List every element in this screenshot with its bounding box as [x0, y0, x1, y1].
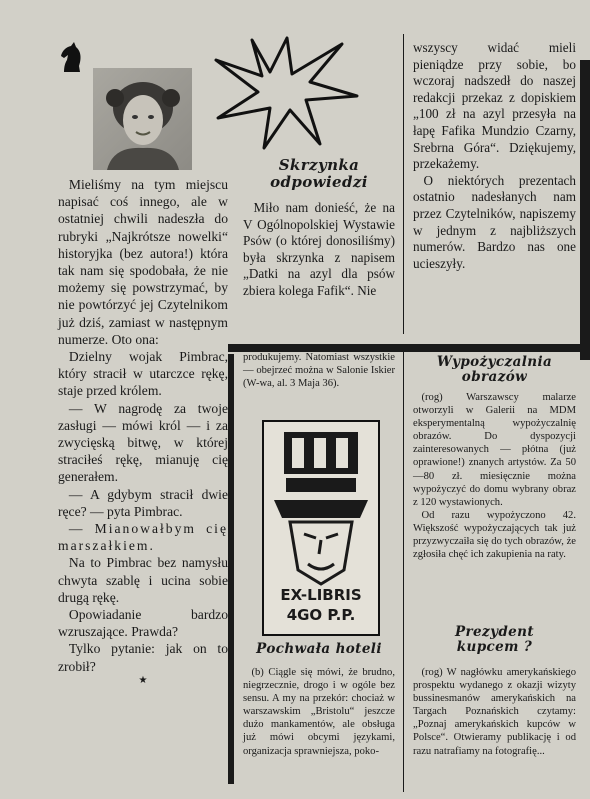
rental-paragraph: (rog) Warszawscy malarze otworzyli w Galerii na MDM eksperymentalną wypożyczalnię obrazów. Do dyspozycji zainteresowanych — płótna (już oprawione!) znanych artystów. Za 50—80 zł. miesięcznie można wypożyczyć do domu wybrany obraz z 120 wystawionych. [413, 392, 576, 508]
rental-text-block [413, 391, 576, 561]
intro-paragraph: Tylko pytanie: jak on to zrobił? [58, 641, 228, 674]
exlibris-note [243, 351, 395, 390]
intro-paragraph: Opowiadanie bardzo wzruszające. Prawda? [58, 607, 228, 640]
section-title-line1: Skrzynka [278, 156, 360, 174]
buyer-title-line2: kupcem ? [456, 639, 533, 655]
hotels-text-block [243, 666, 395, 758]
exlibris-line2: 4GO P.P. [286, 606, 356, 624]
intro-paragraph: Dzielny wojak Pimbrac, który stracił w utarczce rękę, staje przed królem. [58, 349, 228, 399]
left-column-border [228, 354, 234, 784]
section-title [243, 157, 395, 191]
intro-paragraph: — Mianowałbym cię marszałkiem. [58, 521, 228, 554]
dog-show-continuation [413, 40, 576, 272]
intro-paragraph: Na to Pimbrac bez namysłu chwyta szablę i ucina sobie drugą rękę. [58, 555, 228, 605]
exlibris-woodcut [262, 420, 380, 636]
intro-paragraph: — A gdybym stracił dwie ręce? — pyta Pimbrac. [58, 486, 228, 519]
hotels-text: (b) Ciągle się mówi, że brudno, niegrzecznie, drogo i w ogóle bez sensu. A my na przekór: chociaż w warszawskim „Bristolu“ jeszcze dużo mankamentów, ale obsługa już mówi obcymi językami, organizacja sprawniejsza, poko- [243, 667, 395, 757]
rental-title-line1: Wypożyczalnia [436, 354, 553, 370]
exlibris-text: produkujemy. Natomiast wszystkie — obejrzeć można w Salonie Iskier (W-wa, al. 3 Maja 36). [243, 352, 395, 390]
buyer-title [413, 625, 576, 655]
rental-title-line2: obrazów [461, 369, 528, 385]
right-edge-bar [580, 60, 590, 360]
knight-chess-icon [58, 40, 86, 74]
section-title-line2: odpowiedzi [270, 173, 368, 191]
end-mark: ★ [138, 674, 148, 686]
intro-paragraph: — W nagrodę za twoje zasługi — mówi król — i za zwycięską bitwę, w której straciłeś rękę, mianuję cię generałem. [58, 400, 228, 485]
rental-paragraph: Od razu wypożyczono 42. Większość wypożyczających tak już przyzwyczaiła się do tych obrazów, że zgłosiła chęć ich zakupienia na raty. [413, 509, 576, 561]
exlibris-line1: EX-LIBRIS [280, 586, 362, 604]
portrait-photo [93, 68, 192, 170]
lower-divider [403, 352, 404, 792]
intro-paragraph: Mieliśmy na tym miejscu napisać coś innego, ale w ostatniej chwili nadeszła do rubryki „Najkrótsze nowelki“ historyjka (bez autora!) która tak nam się spodobała, że nie możemy się powstrzymać, by nie powtórzyć jej Czytelnikom już dziś, zamiast w następnym numerze. Oto ona: [58, 177, 228, 347]
dog-show-note [243, 200, 395, 300]
upper-divider [403, 34, 404, 334]
intro-story [58, 176, 228, 687]
star-burst-ornament [212, 30, 362, 152]
dog-show-text: Miło nam donieść, że na V Ogólnopolskiej Wystawie Psów (o której donosiliśmy) była skrzynka z napisem „Datki na azyl dla psów zbiera kolega Fafik“. Nie [243, 200, 395, 298]
buyer-title-line1: Prezydent [454, 624, 535, 640]
buyer-text: (rog) W nagłówku amerykańskiego prospektu wydanego z okazji wizyty bussinesmanów amerykańskich na Targach Poznańskich czytamy: „Poznaj amerykańskich kupców w Polsce“. Otwieramy publikację i od razu natrafiamy na fotografię... [413, 667, 576, 757]
hotels-title: Pochwała hoteli [256, 641, 382, 657]
dog-show-cont-paragraph: wszyscy widać mieli pieniądze przy sobie, bo wczoraj nadszedł do naszej redakcji przekaz z dopiskiem „100 zł na azyl przesyła na łapę Fafika Mundzio Czarny, Srebrna Góra“. Dziękujemy, przekażemy. [413, 40, 576, 172]
rental-title [413, 355, 576, 385]
buyer-text-block [413, 666, 576, 758]
dog-show-cont-paragraph: O niektórych prezentach ostatnio nadesłanych nam przez Czytelników, napiszemy w jednym z najbliższych numerów. Bardzo nas one ucieszyły. [413, 172, 576, 271]
